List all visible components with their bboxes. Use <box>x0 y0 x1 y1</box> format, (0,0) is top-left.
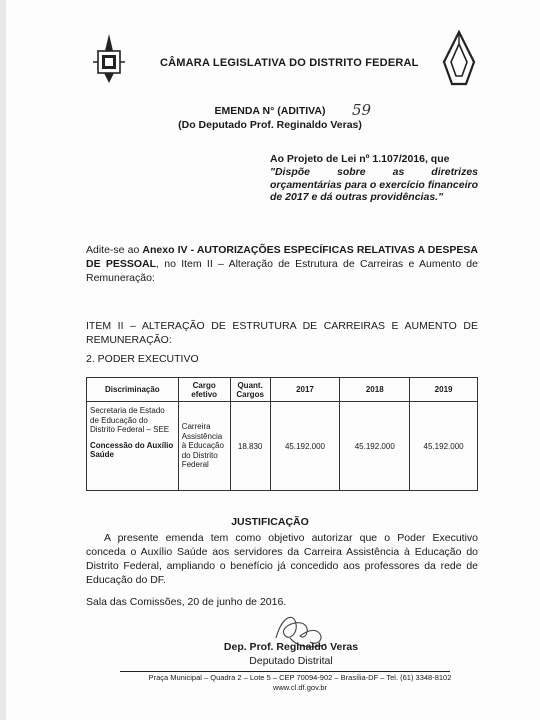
sala-date: Sala das Comissões, 20 de junho de 2016. <box>86 596 287 608</box>
column-header: 2019 <box>410 378 478 402</box>
cell-2019: 45.192.000 <box>410 402 478 491</box>
projeto-ementa: "Dispõe sobre as diretrizes orçamentárias para o exercício financeiro de 2017 e dá outras providências." <box>270 166 478 203</box>
cell-quant: 18.830 <box>230 402 270 491</box>
item-ii-heading: ITEM II – ALTERAÇÃO DE ESTRUTURA DE CARREIRAS E AUMENTO DE REMUNERAÇÃO: <box>86 320 478 346</box>
footer-address: Praça Municipal – Quadra 2 – Lote 5 – CEP 70094-902 – Brasília-DF – Tel. (61) 3348-8102 <box>148 673 452 682</box>
footer-website: www.cl.df.gov.br <box>272 683 328 692</box>
column-header: Cargo efetivo <box>178 378 230 402</box>
signatory-name: Dep. Prof. Reginaldo Veras <box>223 641 359 653</box>
adite-paragraph <box>86 243 478 285</box>
brasilia-coat-of-arms-icon <box>92 33 126 85</box>
discriminacao-text: Secretaria de Estado de Educação do Distrito Federal – SEE <box>90 406 170 434</box>
discriminacao-bold: Concessão do Auxílio Saúde <box>90 440 174 459</box>
budget-table <box>86 377 478 491</box>
cell-cargo: Carreira Assistência à Educação do Distrito Federal <box>178 402 230 491</box>
emenda-number-handwritten: 59 <box>352 101 372 119</box>
institution-title: CÂMARA LEGISLATIVA DO DISTRITO FEDERAL <box>160 57 419 69</box>
cldf-logo-icon <box>442 30 476 86</box>
adite-suffix: , no Item II – Alteração de Estrutura de Carreiras e Aumento de Remuneração: <box>86 258 478 284</box>
footer-divider <box>120 671 450 672</box>
adite-prefix: Adite-se ao <box>86 244 143 256</box>
poder-executivo-heading: 2. PODER EXECUTIVO <box>86 353 199 365</box>
adite-annex-title: Anexo IV - AUTORIZAÇÕES ESPECÍFICAS RELATIVAS A DESPESA DE PESSOAL <box>86 244 478 270</box>
table-header-row <box>87 378 478 402</box>
justificacao-title: JUSTIFICAÇÃO <box>231 516 309 528</box>
signatory-role: Deputado Distrital <box>249 655 333 667</box>
column-header: Quant. Cargos <box>230 378 270 402</box>
column-header: 2017 <box>270 378 340 402</box>
column-header: 2018 <box>340 378 410 402</box>
justificacao-text: A presente emenda tem como objetivo autorizar que o Poder Executivo conceda o Auxílio Saúde aos servidores da Carreira Assistência à Educação do Distrito Federal, ampliando o benefício já concedido aos professores da rede de Educação do DF. <box>86 532 478 586</box>
table-row <box>87 402 478 491</box>
column-header: Discriminação <box>87 378 179 402</box>
emenda-author: (Do Deputado Prof. Reginaldo Veras) <box>178 119 362 131</box>
cell-discriminacao <box>87 402 179 491</box>
cell-2017: 45.192.000 <box>270 402 340 491</box>
projeto-title: Ao Projeto de Lei nº 1.107/2016, que <box>270 153 450 165</box>
emenda-title: EMENDA N° (ADITIVA) <box>214 105 326 117</box>
cell-2018: 45.192.000 <box>340 402 410 491</box>
